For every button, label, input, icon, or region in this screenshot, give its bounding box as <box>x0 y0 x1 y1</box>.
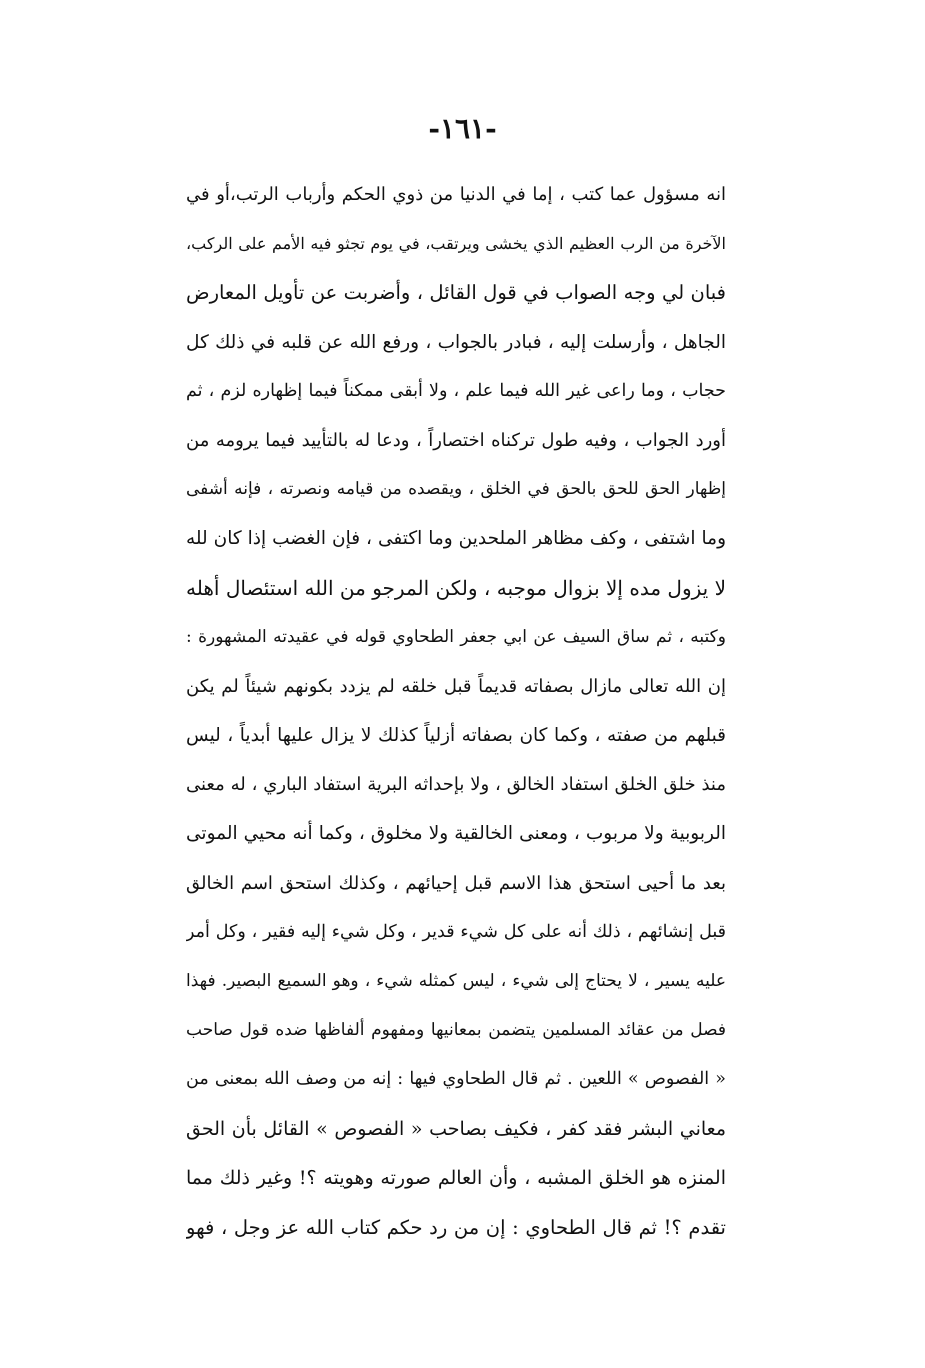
text-line: تقدم ؟! ثم قال الطحاوي : إن من رد حكم كتاب الله عز وجل ، فهو <box>186 1215 726 1239</box>
text-line: معاني البشر فقد كفر ، فكيف بصاحب « الفصوص » القائل بأن الحق <box>186 1117 726 1140</box>
text-line: منذ خلق الخلق استفاد الخالق ، ولا بإحداثه البرية استفاد الباري ، له معنى <box>186 774 726 796</box>
text-line: بعد ما أحيى استحق هذا الاسم قبل إحيائهم ، وكذلك استحق اسم الخالق <box>186 872 726 894</box>
text-line: فبان لي وجه الصواب في قول القائل ، وأضربت عن تأويل المعارض <box>186 281 726 305</box>
text-line: المنزه هو الخلق المشبه ، وأن العالم صورته وهويته ؟! وغير ذلك مما <box>186 1166 726 1189</box>
text-line: قبل إنشائهم ، ذلك أنه على كل شيء قدير ، وكل شيء إليه فقير ، وكل أمر <box>186 921 726 942</box>
text-line: « الفصوص » اللعين . ثم قال الطحاوي فيها : إنه من وصف الله بمعنى من <box>186 1069 726 1090</box>
text-line: الربوبية ولا مربوب ، ومعنى الخالقية ولا مخلوق ، وكما أنه محيي الموتى <box>186 823 726 845</box>
body-text <box>186 170 726 1252</box>
text-line: حجاب ، وما راعى غير الله فيما علم ، ولا أبقى ممكناً فيما إظهاره لزم ، ثم <box>186 380 726 401</box>
text-line: فصل من عقائد المسلمين يتضمن بمعانيها ومفهوم ألفاظها ضده قول صاحب <box>186 1020 726 1041</box>
text-line: إظهار الحق للحق بالحق في الخلق ، ويقصده من قيامه ونصرته ، فإنه أشفى <box>186 479 726 500</box>
text-line: إن الله تعالى مازال بصفاته قديماً قبل خلقه لم يزدد بكونهم شيئاً لم يكن <box>186 675 726 697</box>
text-line: الجاهل ، وأرسلت إليه ، فبادر بالجواب ، ورفع الله عن قلبه في ذلك كل <box>186 331 726 353</box>
text-line: لا يزول مده إلا بزوال موجبه ، ولكن المرجو من الله استئصال أهله <box>186 575 726 600</box>
page-number: -١٦١- <box>428 112 497 145</box>
text-line: الآخرة من الرب العظيم الذي يخشى ويرتقب، في يوم تجثو فيه الأمم على الركب، <box>186 234 726 254</box>
text-line: أورد الجواب ، وفيه طول تركناه اختصاراً ، ودعا له بالتأييد فيما يرومه من <box>186 429 726 451</box>
text-line: عليه يسير ، لا يحتاج إلى شيء ، ليس كمثله شيء ، وهو السميع البصير. فهذا <box>186 971 726 991</box>
text-line: وكتبه ، ثم ساق السيف عن ابي جعفر الطحاوي قوله في عقيدته المشهورة : <box>186 626 726 647</box>
text-line: انه مسؤول عما كتب ، إما في الدنيا من ذوي الحكم وأرباب الرتب،أو في <box>186 184 726 205</box>
text-line: قبلهم من صفته ، وكما كان بصفاته أزلياً كذلك لا يزال عليها أبدياً ، ليس <box>186 725 726 747</box>
text-line: وما اشتفى ، وكف مظاهر الملحدين وما اكتفى ، فإن الغضب إذا كان لله <box>186 528 726 550</box>
